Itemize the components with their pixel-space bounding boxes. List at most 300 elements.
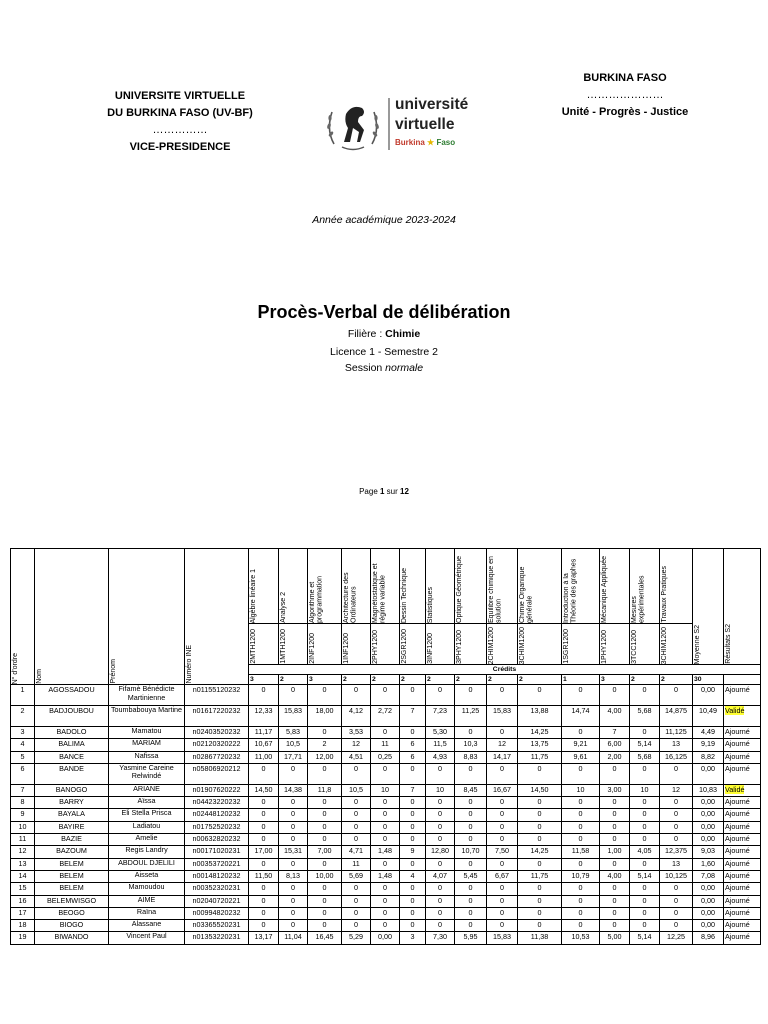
subject-code-header [600,624,630,665]
row-grade: 0 [279,821,308,833]
row-grade: 0 [630,763,660,784]
row-nom: BELEM [35,870,109,882]
row-grade: 11 [342,858,371,870]
row-order: 7 [11,784,35,796]
col-header-ine [185,549,249,685]
row-grade: 10,79 [562,870,600,882]
result-badge: Ajourné [725,739,750,749]
row-result [724,821,761,833]
row-grade: 4,71 [342,846,371,858]
row-grade: 0 [279,895,308,907]
subject-header [562,549,600,624]
row-grade: 11,04 [279,932,308,944]
row-grade: 0 [630,883,660,895]
subject-header [279,549,308,624]
row-grade: 11,38 [518,932,562,944]
row-grade: 0 [249,821,279,833]
row-grade: 0 [426,920,455,932]
col-header-prenom [109,549,185,685]
row-grade: 0 [660,821,693,833]
row-grade: 4 [400,870,426,882]
row-nom: BANCE [35,751,109,763]
table-row [11,821,761,833]
row-grade: 11,5 [426,739,455,751]
row-result [724,739,761,751]
row-grade: 0 [371,685,400,706]
row-grade: 11,8 [308,784,342,796]
row-result [724,834,761,846]
row-grade: 12,375 [660,846,693,858]
row-prenom: Mamatou [109,727,185,739]
row-nom: BARRY [35,797,109,809]
table-row [11,727,761,739]
row-grade: 10 [562,784,600,796]
row-order: 5 [11,751,35,763]
subject-code: 3CHIM1200 [661,626,668,664]
row-prenom: ABDOUL DJELILI [109,858,185,870]
table-row [11,920,761,932]
subject-code-header [371,624,400,665]
row-grade: 0 [630,907,660,919]
row-grade: 0 [455,907,487,919]
row-grade: 0 [400,797,426,809]
row-grade: 0 [371,797,400,809]
row-grade: 0 [600,834,630,846]
row-grade: 13 [660,739,693,751]
row-grade: 0 [455,809,487,821]
row-grade: 11,75 [518,751,562,763]
row-result [724,932,761,944]
subject-header [660,549,693,624]
row-grade: 5,95 [455,932,487,944]
row-grade: 12 [660,784,693,796]
row-grade: 0 [308,821,342,833]
session-line [0,362,768,374]
subject-name: Mesures expérimentales [631,575,646,623]
credits-label: Crédits [249,665,761,675]
row-grade: 0 [630,821,660,833]
row-grade: 0 [308,685,342,706]
row-grade: 0 [630,834,660,846]
session-label: Session [344,362,386,374]
row-grade: 0 [249,763,279,784]
row-grade: 0 [630,727,660,739]
subject-header [342,549,371,624]
row-grade: 6 [400,739,426,751]
row-grade: 14,875 [660,706,693,727]
row-grade: 5,83 [279,727,308,739]
country-name: BURKINA FASO [583,72,667,84]
row-grade: 0 [249,920,279,932]
row-grade: 0 [279,797,308,809]
row-grade: 2,72 [371,706,400,727]
table-row [11,809,761,821]
row-grade: 0 [455,834,487,846]
row-result [724,784,761,796]
row-average: 0,00 [693,763,724,784]
row-grade: 4,93 [426,751,455,763]
table-row [11,706,761,727]
row-ine: n04423220232 [185,797,249,809]
average-header [693,549,724,665]
subject-code-header [630,624,660,665]
row-grade: 0 [518,920,562,932]
row-order: 12 [11,846,35,858]
table-row [11,739,761,751]
row-average: 10,49 [693,706,724,727]
session-value: normale [385,362,424,374]
subject-credits: 2 [518,675,562,685]
row-grade: 0 [487,727,518,739]
result-badge: Ajourné [725,932,750,942]
row-grade: 0 [455,821,487,833]
result-badge: Ajourné [725,895,750,905]
row-grade: 0 [562,821,600,833]
row-grade: 0 [487,895,518,907]
row-grade: 0 [426,895,455,907]
table-row [11,932,761,944]
page-prefix: Page [359,487,380,496]
row-grade: 10,3 [455,739,487,751]
row-grade: 10,5 [342,784,371,796]
row-grade: 0 [308,883,342,895]
row-result [724,763,761,784]
subject-name: Magnétostatique et régime variable [372,563,387,623]
row-grade: 5,29 [342,932,371,944]
row-result [724,858,761,870]
table-row [11,858,761,870]
row-grade: 11,58 [562,846,600,858]
subject-name: Introduction à la Théorie des graphes [563,558,578,623]
row-average: 7,08 [693,870,724,882]
row-result [724,727,761,739]
subject-credits: 2 [279,675,308,685]
row-grade: 0 [487,821,518,833]
results-table [10,548,761,945]
result-badge: Validé [725,784,745,794]
row-order: 1 [11,685,35,706]
row-ine: n00171020231 [185,846,249,858]
row-grade: 0 [426,763,455,784]
logo-tagline-part: Faso [436,138,456,147]
row-grade: 0 [342,763,371,784]
subject-header [455,549,487,624]
row-grade: 0 [308,727,342,739]
horse-laurel-emblem [322,94,384,156]
row-grade: 0 [342,834,371,846]
row-grade: 0 [518,821,562,833]
subject-name: Dessin Technique [401,567,408,623]
row-average: 0,00 [693,895,724,907]
row-ine: n00352320231 [185,883,249,895]
row-grade: 11,00 [249,751,279,763]
logo-tagline [395,138,455,147]
row-grade: 0 [426,809,455,821]
row-grade: 5,14 [630,870,660,882]
row-grade: 12,00 [308,751,342,763]
row-nom: BANOGO [35,784,109,796]
col-header-order [11,549,35,685]
row-prenom: Fifamè Bénédicte Martinienne [109,685,185,706]
row-grade: 15,83 [279,706,308,727]
row-ine: n05806920212 [185,763,249,784]
row-grade: 0 [342,883,371,895]
row-result [724,685,761,706]
subject-header [371,549,400,624]
filiere-value: Chimie [385,328,421,340]
row-grade: 14,17 [487,751,518,763]
row-grade: 16,67 [487,784,518,796]
row-grade: 0 [308,895,342,907]
row-grade: 0 [660,685,693,706]
result-badge: Ajourné [725,834,750,844]
row-grade: 4,51 [342,751,371,763]
subject-credits: 2 [426,675,455,685]
row-average: 0,00 [693,907,724,919]
row-grade: 8,45 [455,784,487,796]
row-grade: 7,23 [426,706,455,727]
row-grade: 5,30 [426,727,455,739]
row-average: 0,00 [693,834,724,846]
row-grade: 0 [249,809,279,821]
subject-code-header [279,624,308,665]
row-average: 9,19 [693,739,724,751]
row-grade: 0 [371,834,400,846]
result-badge: Ajourné [725,858,750,868]
page-mid: sur [384,487,400,496]
row-grade: 8,13 [279,870,308,882]
row-prenom: Aisseta [109,870,185,882]
row-grade: 0 [426,821,455,833]
row-grade: 0 [279,763,308,784]
row-grade: 0 [487,797,518,809]
row-grade: 0 [518,809,562,821]
row-grade: 0 [487,834,518,846]
row-ine: n02403520232 [185,727,249,739]
institution-line: DU BURKINA FASO (UV-BF) [107,107,253,119]
row-grade: 0 [308,858,342,870]
row-prenom: Amelie [109,834,185,846]
row-order: 2 [11,706,35,727]
row-grade: 10,53 [562,932,600,944]
subject-code: 1INF1200 [343,633,350,664]
col-header-nom [35,549,109,685]
row-average: 0,00 [693,809,724,821]
row-grade: 9,61 [562,751,600,763]
row-order: 17 [11,907,35,919]
row-ine: n00994820232 [185,907,249,919]
row-grade: 0 [400,895,426,907]
subject-credits: 3 [249,675,279,685]
subject-code: 3TCC1200 [631,630,638,664]
table-row [11,685,761,706]
row-grade: 0 [600,763,630,784]
row-grade: 0 [660,883,693,895]
result-badge: Ajourné [725,907,750,917]
subject-code-header [562,624,600,665]
row-grade: 10,00 [308,870,342,882]
row-grade: 0 [630,858,660,870]
row-grade: 0 [308,763,342,784]
row-nom: AGOSSADOU [35,685,109,706]
row-grade: 0 [660,907,693,919]
row-grade: 6 [400,751,426,763]
row-prenom: Toumbabouya Martine [109,706,185,727]
row-grade: 6,00 [600,739,630,751]
row-grade: 11 [371,739,400,751]
row-nom: BELEM [35,858,109,870]
row-grade: 1,00 [600,846,630,858]
row-grade: 0 [371,821,400,833]
row-grade: 0 [426,907,455,919]
subject-name: Analyse 2 [280,592,287,623]
row-grade: 5,69 [342,870,371,882]
subject-header [630,549,660,624]
star-icon: ★ [427,138,435,147]
row-grade: 0 [562,834,600,846]
table-row [11,907,761,919]
row-grade: 5,00 [600,932,630,944]
row-nom: BADJOUBOU [35,706,109,727]
row-grade: 0 [487,809,518,821]
row-grade: 15,83 [487,706,518,727]
row-ine: n01353220231 [185,932,249,944]
row-grade: 10,125 [660,870,693,882]
col-header-label: N° d'ordre [12,652,19,684]
row-grade: 0 [518,685,562,706]
row-grade: 1,48 [371,846,400,858]
row-grade: 11,50 [249,870,279,882]
row-grade: 7 [400,706,426,727]
row-grade: 0 [249,834,279,846]
row-ine: n00353720221 [185,858,249,870]
row-grade: 7,50 [487,846,518,858]
row-ine: n02120320222 [185,739,249,751]
row-grade: 0 [660,895,693,907]
row-prenom: Raïna [109,907,185,919]
row-result [724,870,761,882]
row-grade: 3 [400,932,426,944]
row-grade: 0 [660,920,693,932]
subject-credits: 2 [455,675,487,685]
row-grade: 0 [562,727,600,739]
row-grade: 3,53 [342,727,371,739]
row-ine: n02867720232 [185,751,249,763]
filiere-line [0,328,768,340]
row-grade: 2,00 [600,751,630,763]
row-grade: 0 [562,858,600,870]
row-grade: 5,45 [455,870,487,882]
row-grade: 4,00 [600,706,630,727]
subject-code: 2MTH1200 [250,629,257,664]
row-prenom: Yasmine Careine Relwindé [109,763,185,784]
row-prenom: ARIANE [109,784,185,796]
row-grade: 3,00 [600,784,630,796]
subject-code: 1SGR1200 [563,629,570,664]
row-average: 4,49 [693,727,724,739]
row-order: 8 [11,797,35,809]
row-grade: 0 [455,797,487,809]
result-badge: Ajourné [725,809,750,819]
row-grade: 10,70 [455,846,487,858]
result-badge: Ajourné [725,846,750,856]
row-grade: 0 [455,727,487,739]
row-grade: 13 [660,858,693,870]
row-order: 13 [11,858,35,870]
row-grade: 0 [342,907,371,919]
row-grade: 17,71 [279,751,308,763]
subject-credits: 3 [308,675,342,685]
row-order: 14 [11,870,35,882]
row-grade: 0 [455,895,487,907]
row-grade: 0 [660,763,693,784]
row-grade: 0 [371,809,400,821]
table-row [11,784,761,796]
row-grade: 12 [487,739,518,751]
row-grade: 15,31 [279,846,308,858]
page-current: 1 [379,487,385,496]
subject-credits: 1 [562,675,600,685]
row-grade: 0 [562,809,600,821]
row-ine: n01617220232 [185,706,249,727]
subject-header [518,549,562,624]
row-order: 10 [11,821,35,833]
row-grade: 7 [600,727,630,739]
row-grade: 0 [518,834,562,846]
row-nom: BADOLO [35,727,109,739]
row-grade: 0 [342,797,371,809]
row-grade: 0 [630,809,660,821]
subject-code: 3PHY1200 [456,630,463,664]
row-grade: 0 [630,920,660,932]
country-dots: ………………… [586,89,664,101]
result-badge: Ajourné [725,797,750,807]
subject-code: 1PHY1200 [601,630,608,664]
row-grade: 11,25 [455,706,487,727]
row-ine: n02448120232 [185,809,249,821]
subject-code: 2SGR1200 [401,629,408,664]
row-grade: 13,17 [249,932,279,944]
row-grade: 0,00 [371,932,400,944]
empty-cell [724,675,761,685]
row-grade: 0 [455,883,487,895]
row-grade: 11,17 [249,727,279,739]
university-logo [322,94,487,156]
institution-dots: …………… [152,124,208,136]
result-badge: Ajourné [725,727,750,736]
row-average: 0,00 [693,685,724,706]
row-order: 15 [11,883,35,895]
row-grade: 0 [630,895,660,907]
row-ine: n00148120232 [185,870,249,882]
subject-name: Travaux Pratiques [661,566,668,623]
subject-header [249,549,279,624]
row-average: 9,03 [693,846,724,858]
subject-code-header [426,624,455,665]
subject-code: 2CHIM1200 [488,626,495,664]
page-indicator [0,487,768,496]
subject-code-header [400,624,426,665]
row-result [724,920,761,932]
col-header-label: Nom [36,669,43,684]
subject-code-header [487,624,518,665]
row-nom: BANDE [35,763,109,784]
row-grade: 0 [371,727,400,739]
row-grade: 14,74 [562,706,600,727]
row-grade: 0 [426,883,455,895]
row-grade: 0 [342,895,371,907]
table-row [11,797,761,809]
